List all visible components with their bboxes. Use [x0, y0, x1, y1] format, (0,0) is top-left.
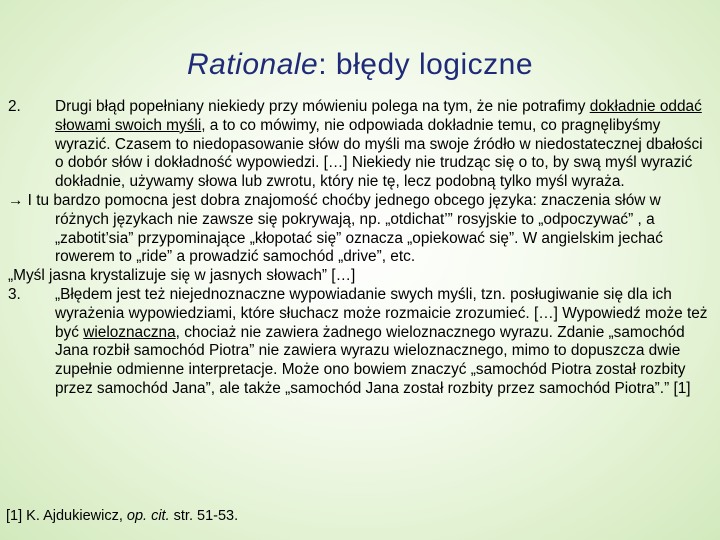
slide-content: [8, 98, 708, 399]
point-2-number: 2.: [8, 98, 21, 115]
point-3-text-a: „Błędem jest też niejednoznaczne wypowiadanie swych myśli, tzn. posługiwanie się dla ich wyrażenia wypowiedziami, które słuchacz może rozmaicie zrozumieć. […] Wypowiedź może też być: [55, 285, 708, 341]
title-rest: : błędy logiczne: [318, 48, 534, 81]
footnote-italic: op. cit.: [126, 508, 170, 524]
point-2: [8, 98, 708, 192]
slide-title: [0, 48, 720, 82]
arrow-paragraph: → I tu bardzo pomocna jest dobra znajomość choćby jednego obcego języka: znaczenia słów w różnych językach nie zawsze się pokrywają, np. „otdichat’” rosyjskie to „odpoczywać” , a „zabotit’sia” przypominające „kłopotać się” oznacza „opiekować się”. W angielskim jechać rowerem to „ride” a prowadzić samochód „drive”, etc.: [8, 191, 663, 266]
point-2-text-a: Drugi błąd popełniany niekiedy przy mówieniu polega na tym, że nie potrafimy: [55, 98, 590, 115]
point-2-text-b: , a to co mówimy, nie odpowiada dokładnie temu, co pragnęlibyśmy wyrazić. Czasem to niedopasowanie słów do myśli ma swoje źródło w niedostatecznej dbałości o dobór słów i dokładność wypowiedzi. […] Niekiedy nie trudząc się o to, by swą myśl wyrazić dokładnie, używamy słowa lub zwrotu, który nie tę, lecz podobną tylko myśl wyraża.: [55, 116, 703, 191]
point-2-underlined: dokładnie oddać słowami swoich myśli: [55, 98, 702, 134]
point-3: [8, 286, 708, 399]
footnote: [6, 508, 238, 524]
footnote-pre: [1] K. Ajdukiewicz,: [6, 508, 127, 524]
point-3-underlined: wieloznaczna: [83, 323, 176, 341]
point-3-number: 3.: [8, 285, 21, 303]
footnote-post: str. 51-53.: [169, 508, 239, 524]
title-italic: Rationale: [186, 48, 319, 81]
quote-paragraph: „Myśl jasna krystalizuje się w jasnych słowach” […]: [8, 267, 356, 285]
point-3-text-b: , chociaż nie zawiera żadnego wieloznacznego wyrazu. Zdanie „samochód Jana rozbił samochód Piotra” nie zawiera wyrazu wieloznacznego, mimo to dopuszcza dwie zupełnie odmienne interpretacje. Może ono bowiem znaczyć „samochód Piotra został rozbity przez samochód Jana”, ale także „samochód Jana został rozbity przez samochód Piotra”.” [1]: [55, 323, 691, 397]
